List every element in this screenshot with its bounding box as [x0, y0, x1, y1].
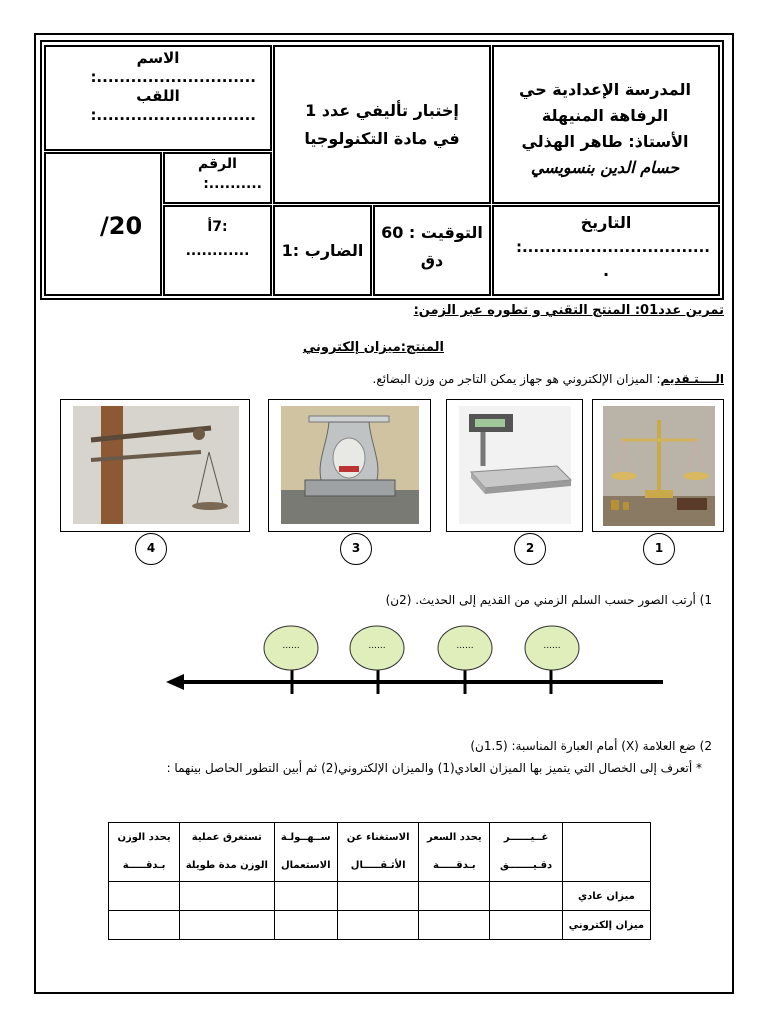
answer-cell[interactable] — [337, 882, 418, 911]
name-field[interactable]: ............................: — [90, 68, 256, 86]
bubble-text-3: ...... — [456, 641, 474, 651]
coefficient-label: الضارب :1 — [281, 241, 364, 260]
table-row — [109, 911, 651, 940]
table-header-cell: تستغرق عملية الوزن مدة طويلة — [180, 823, 274, 882]
number-label: الرقم — [198, 156, 237, 172]
test-title-line1: إختبار تأليفي عدد 1 — [305, 101, 459, 120]
question-2: 2) ضع العلامة (X) أمام العبارة المناسبة: (1.5ن) — [470, 739, 712, 753]
electronic-scale-photo-icon — [447, 400, 582, 531]
image-3-number: 3 — [340, 533, 372, 565]
intro-label: الــــتـقديم — [660, 372, 724, 386]
image-2-number: 2 — [514, 533, 546, 565]
coefficient-cell — [273, 205, 372, 296]
image-1-frame — [592, 399, 724, 532]
timeline-arrow-icon — [166, 674, 184, 690]
test-title-line2: في مادة التكنولوجيا — [304, 129, 460, 148]
answer-cell[interactable] — [109, 882, 180, 911]
school-info-cell — [492, 45, 720, 204]
row-label-electronic-scale: ميزان إلكتروني — [562, 911, 650, 940]
image-3-frame — [268, 399, 431, 532]
answer-cell[interactable] — [490, 911, 562, 940]
date-cell[interactable] — [492, 205, 720, 296]
test-title-cell — [273, 45, 491, 204]
product-title: المنتج:ميزان إلكتروني — [302, 340, 444, 355]
bubble-text-1: ...... — [282, 641, 300, 651]
answer-cell[interactable] — [490, 882, 562, 911]
time-cell — [373, 205, 491, 296]
class-cell[interactable] — [163, 205, 272, 296]
shop-scale-photo-icon — [269, 400, 430, 531]
image-2-frame — [446, 399, 583, 532]
school-name-line2: الرفاهة المنيهلة — [541, 106, 669, 125]
steelyard-photo-icon — [61, 400, 249, 531]
number-field[interactable]: ..........: — [203, 176, 262, 192]
table-header-cell: غــيــــــر دقـيـــــــق — [490, 823, 562, 882]
class-label: :7أ — [207, 219, 228, 235]
bubble-text-4: ...... — [543, 641, 561, 651]
time-value: التوقيت : 60 — [381, 223, 483, 242]
comparison-table — [108, 822, 651, 940]
bubble-text-2: ...... — [368, 641, 386, 651]
teacher-line: الأستاذ: طاهر الهذلي — [521, 132, 689, 151]
timeline — [160, 620, 670, 700]
balance-scale-photo-icon — [593, 400, 723, 531]
row-label-normal-scale: ميزان عادي — [562, 882, 650, 911]
intro-text — [373, 372, 725, 386]
teacher-second-name: حسام الدين بنسويسي — [530, 158, 680, 177]
exercise-title: تمرين عدد01: المنتج التقني و تطوره عبر الزمن: — [413, 303, 724, 318]
date-label: التاريخ — [580, 213, 632, 232]
table-header-cell: يحدد السعر بـدقـــــة — [419, 823, 490, 882]
date-field[interactable]: .................................: — [515, 238, 710, 256]
school-name-line1: المدرسة الإعدادية حي — [519, 80, 691, 99]
answer-cell[interactable] — [180, 911, 274, 940]
surname-field[interactable]: ............................: — [90, 106, 256, 124]
answer-cell[interactable] — [419, 911, 490, 940]
number-cell[interactable] — [163, 152, 272, 204]
surname-label: اللقب — [136, 87, 180, 105]
answer-cell[interactable] — [337, 911, 418, 940]
date-dot: . — [602, 261, 610, 280]
question-1: 1) أرتب الصور حسب السلم الزمني من القديم إلى الحديث. (2ن) — [385, 593, 712, 607]
table-header-cell — [562, 823, 650, 882]
answer-cell[interactable] — [274, 911, 337, 940]
class-field[interactable]: ............ — [185, 243, 250, 259]
table-row — [109, 882, 651, 911]
table-header-cell: يحدد الوزن بـدقـــــة — [109, 823, 180, 882]
score-cell[interactable] — [44, 152, 162, 296]
table-header-cell: الاستغناء عن الأثـقـــــال — [337, 823, 418, 882]
answer-cell[interactable] — [274, 882, 337, 911]
answer-cell[interactable] — [180, 882, 274, 911]
name-cell[interactable] — [44, 45, 272, 151]
image-4-number: 4 — [135, 533, 167, 565]
image-1-number: 1 — [643, 533, 675, 565]
image-4-frame — [60, 399, 250, 532]
answer-cell[interactable] — [109, 911, 180, 940]
name-label: الاسم — [136, 49, 180, 67]
time-unit: دق — [420, 251, 444, 270]
question-2-instruction: * أتعرف إلى الخصال التي يتميز بها الميزان العادي(1) والميزان الإلكتروني(2) ثم أبين التطور الحاصل بينهما : — [166, 761, 702, 775]
intro-body: : الميزان الإلكتروني هو جهاز يمكن التاجر من وزن البضائع. — [372, 372, 661, 386]
answer-cell[interactable] — [419, 882, 490, 911]
score-total: /20 — [100, 212, 143, 240]
table-header-cell: ســهــولـة الاستعمال — [274, 823, 337, 882]
table-header-row — [109, 823, 651, 882]
